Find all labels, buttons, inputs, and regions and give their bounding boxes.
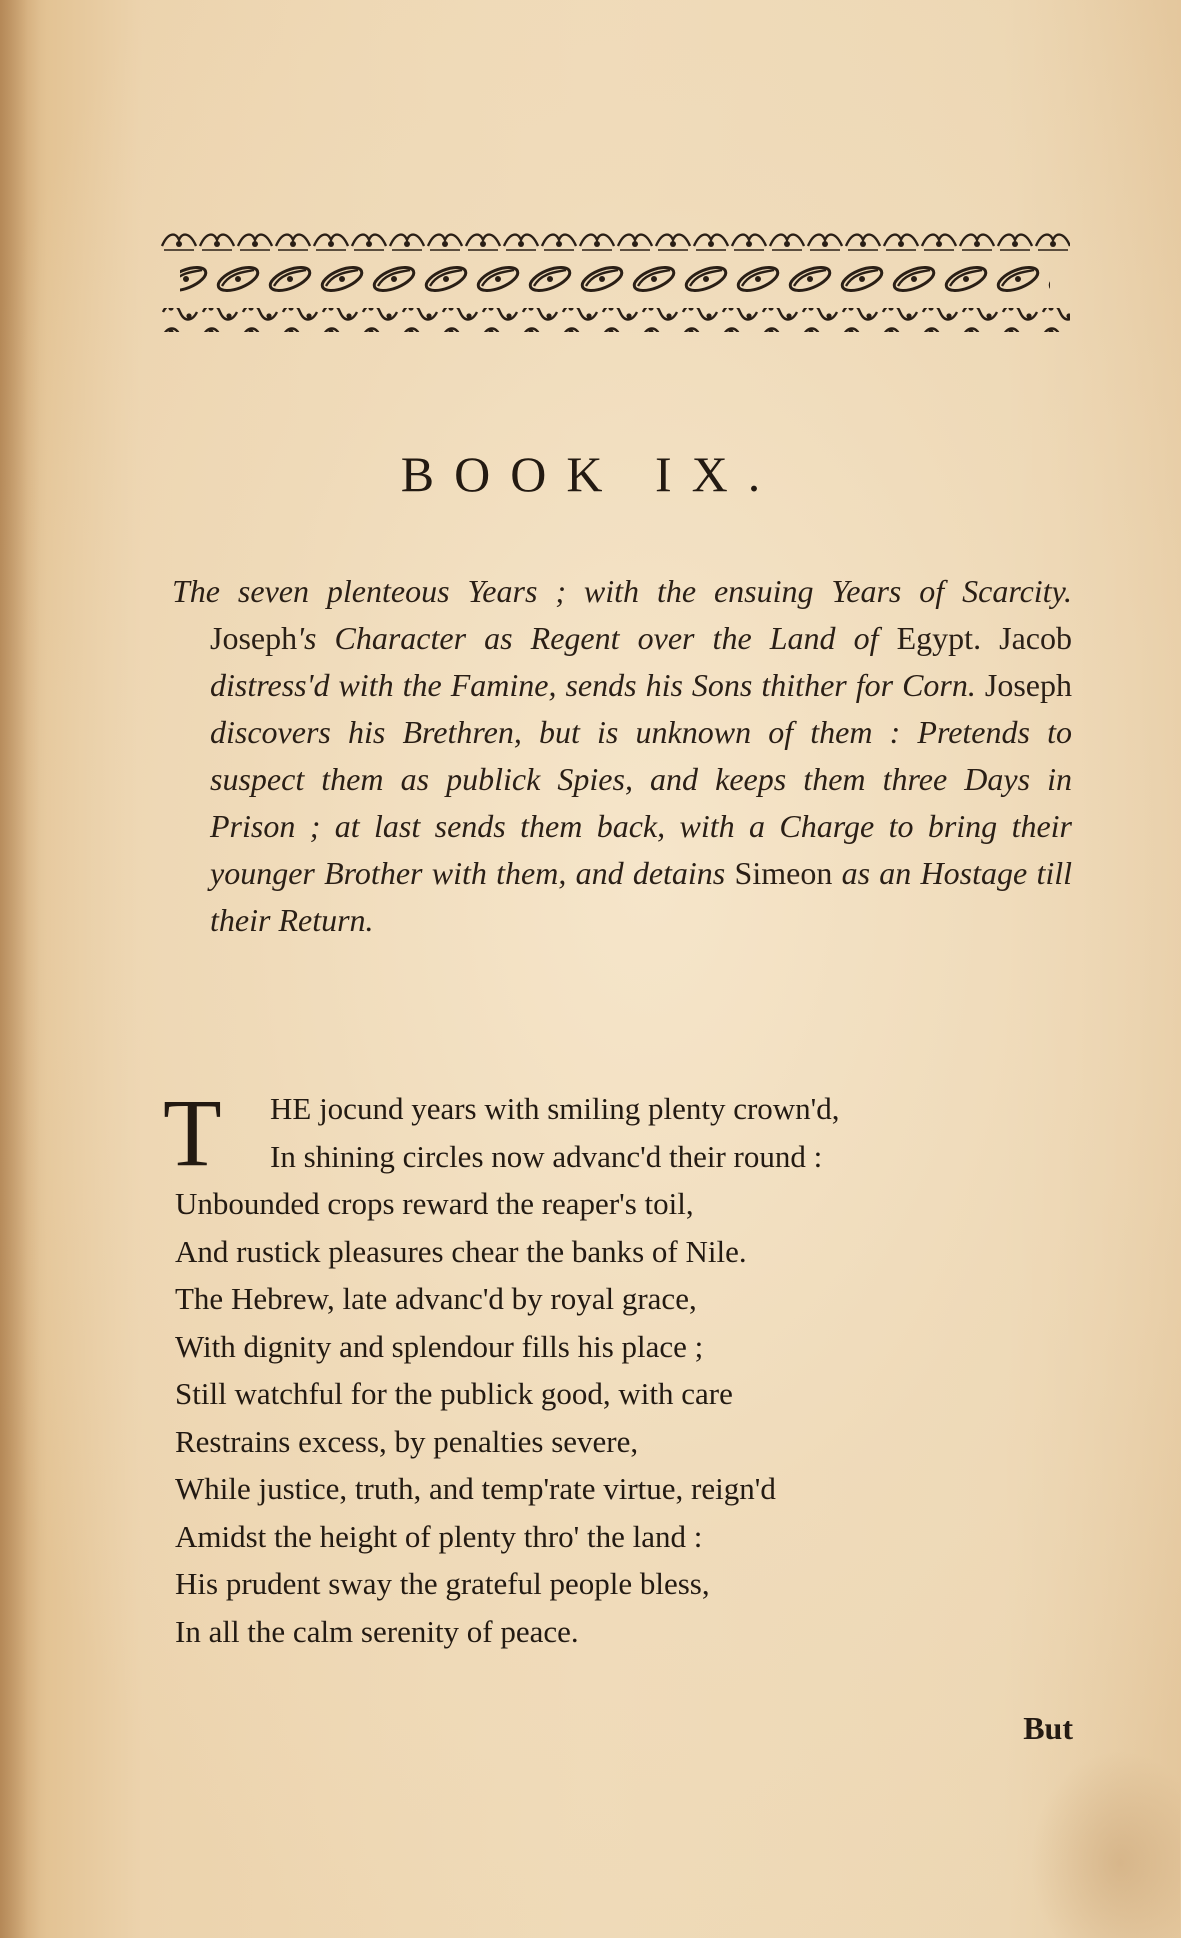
argument-name-joseph-2: Joseph [984,667,1072,703]
chapter-argument [172,568,1072,944]
argument-text-3: distress'd with the Famine, sends his Sons thither for Corn. [210,667,985,703]
argument-text-2: 's Character as Regent over the Land of [297,620,897,656]
argument-text-1: The seven plenteous Years ; with the ensuing Years of Scarcity. [172,573,1072,609]
poem-line: The Hebrew, late advanc'd by royal grace, [175,1281,697,1316]
poem-line: And rustick pleasures chear the banks of Nile. [175,1233,747,1269]
poem-line: Amidst the height of plenty thro' the land : [175,1518,703,1554]
page-edge-shadow [0,0,40,1938]
poem-line: With dignity and splendour fills his place ; [175,1328,704,1364]
poem-body [163,1079,1075,1655]
catchword: But [1023,1710,1073,1746]
poem-line: While justice, truth, and temp'rate virtue, reign'd [175,1471,776,1506]
argument-name-joseph: Joseph [210,620,298,656]
ornament-row-middle [180,264,1050,298]
poem-line: Restrains excess, by penalties severe, [175,1423,639,1459]
poem-line: Still watchful for the publick good, with care [175,1376,733,1411]
argument-name-egypt-jacob: Egypt. Jacob [896,620,1073,656]
paper-stain [1030,1750,1180,1938]
poem-line: Unbounded crops reward the reaper's toil, [175,1186,694,1221]
book-title: BOOK IX. [400,446,781,502]
argument-paragraph [172,568,1072,944]
drop-cap: T [163,1079,222,1186]
ornament-row-top [160,228,1070,254]
poem-line: In all the calm serenity of peace. [175,1613,579,1649]
ornament-row-bottom [160,308,1070,332]
argument-text-5: as an Hostage till their Return. [210,855,1073,938]
headpiece-ornament [160,228,1070,336]
poem-line: HE jocund years with smiling plenty crown'd, [270,1091,840,1126]
argument-name-simeon: Simeon [734,855,833,891]
poem-line: His prudent sway the grateful people bless, [175,1566,710,1601]
poem-line: In shining circles now advanc'd their round : [270,1138,823,1174]
argument-text-4: discovers his Brethren, but is unknown of them : Pretends to suspect them as publick Spies, and keeps them three Days in Prison ; at last sends them back, with a Charge to bring their younger Brother with them, and detains [210,714,1072,891]
